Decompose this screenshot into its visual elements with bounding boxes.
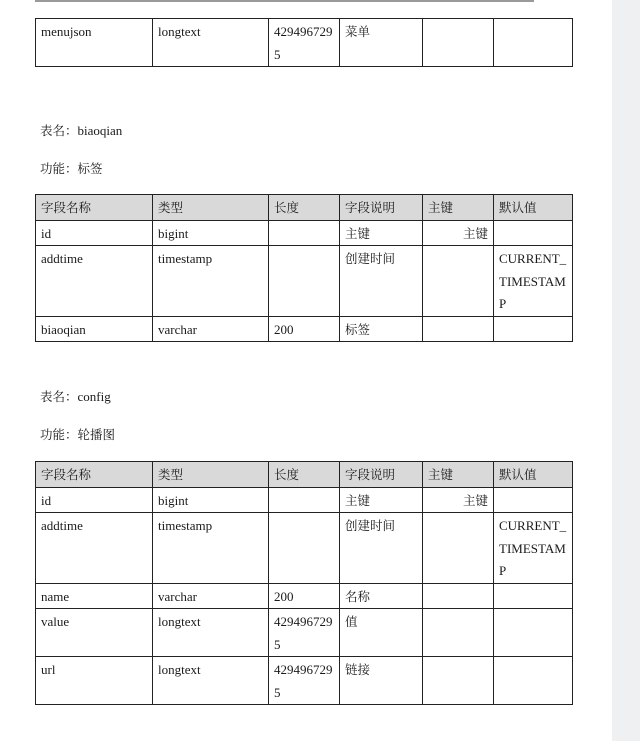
cell-length [269, 513, 340, 584]
previous-table-bottom-rule [35, 0, 534, 2]
cell-name: name [36, 583, 153, 609]
cell-desc: 链接 [340, 657, 423, 705]
table-name-label: 表名： [40, 123, 78, 138]
cell-name: addtime [36, 513, 153, 584]
cell-type: longtext [153, 657, 269, 705]
cell-default: CURRENT_TIMESTAMP [494, 246, 573, 317]
cell-pk: 主键 [423, 487, 494, 513]
table-name-value: biaoqian [77, 123, 123, 138]
biaoqian-table [35, 194, 573, 342]
header-default: 默认值 [494, 462, 573, 488]
header-pk: 主键 [423, 462, 494, 488]
table-row [36, 609, 573, 657]
cell-length [269, 220, 340, 246]
cell-type: timestamp [153, 513, 269, 584]
header-pk: 主键 [423, 195, 494, 221]
function-line [40, 159, 103, 177]
table-row [36, 19, 573, 67]
cell-name: id [36, 220, 153, 246]
table-row [36, 513, 573, 584]
cell-default [494, 609, 573, 657]
header-length: 长度 [269, 195, 340, 221]
cell-type: timestamp [153, 246, 269, 317]
header-field-name: 字段名称 [36, 195, 153, 221]
cell-length [269, 487, 340, 513]
table-row [36, 316, 573, 342]
cell-default [494, 657, 573, 705]
cell-type: varchar [153, 583, 269, 609]
header-length: 长度 [269, 462, 340, 488]
cell-desc: 主键 [340, 220, 423, 246]
cell-name: id [36, 487, 153, 513]
table-row [36, 657, 573, 705]
function-value: 轮播图 [77, 427, 116, 442]
cell-desc: 创建时间 [340, 513, 423, 584]
header-type: 类型 [153, 462, 269, 488]
table-row [36, 220, 573, 246]
function-label: 功能： [40, 161, 78, 176]
cell-default [494, 19, 573, 67]
cell-type: bigint [153, 487, 269, 513]
function-value: 标签 [77, 161, 103, 176]
table-name-value: config [77, 389, 111, 404]
cell-type: bigint [153, 220, 269, 246]
cell-name: value [36, 609, 153, 657]
table-name-line [40, 387, 111, 405]
cell-desc: 创建时间 [340, 246, 423, 317]
cell-default [494, 220, 573, 246]
cell-pk [423, 513, 494, 584]
cell-default [494, 583, 573, 609]
cell-pk [423, 19, 494, 67]
cell-desc: 名称 [340, 583, 423, 609]
cell-length: 4294967295 [269, 19, 340, 67]
table-row [36, 246, 573, 317]
function-line [40, 425, 115, 443]
cell-name: menujson [36, 19, 153, 67]
cell-name: addtime [36, 246, 153, 317]
cell-length: 200 [269, 583, 340, 609]
cell-desc: 标签 [340, 316, 423, 342]
table-row [36, 583, 573, 609]
cell-pk [423, 657, 494, 705]
config-table [35, 461, 573, 705]
page-gutter [612, 0, 640, 741]
function-label: 功能： [40, 427, 78, 442]
table-header-row [36, 195, 573, 221]
cell-desc: 值 [340, 609, 423, 657]
header-desc: 字段说明 [340, 195, 423, 221]
cell-desc: 菜单 [340, 19, 423, 67]
cell-default: CURRENT_TIMESTAMP [494, 513, 573, 584]
cell-pk: 主键 [423, 220, 494, 246]
cell-length [269, 246, 340, 317]
cell-default [494, 316, 573, 342]
header-field-name: 字段名称 [36, 462, 153, 488]
header-desc: 字段说明 [340, 462, 423, 488]
cell-pk [423, 583, 494, 609]
header-default: 默认值 [494, 195, 573, 221]
cell-name: biaoqian [36, 316, 153, 342]
cell-length: 200 [269, 316, 340, 342]
cell-desc: 主键 [340, 487, 423, 513]
table-name-label: 表名： [40, 389, 78, 404]
menu-table-fragment [35, 18, 573, 67]
cell-pk [423, 609, 494, 657]
cell-length: 4294967295 [269, 609, 340, 657]
table-row [36, 487, 573, 513]
cell-pk [423, 246, 494, 317]
cell-default [494, 487, 573, 513]
cell-pk [423, 316, 494, 342]
table-header-row [36, 462, 573, 488]
cell-length: 4294967295 [269, 657, 340, 705]
header-type: 类型 [153, 195, 269, 221]
cell-type: longtext [153, 609, 269, 657]
cell-name: url [36, 657, 153, 705]
cell-type: longtext [153, 19, 269, 67]
table-name-line [40, 121, 122, 139]
cell-type: varchar [153, 316, 269, 342]
